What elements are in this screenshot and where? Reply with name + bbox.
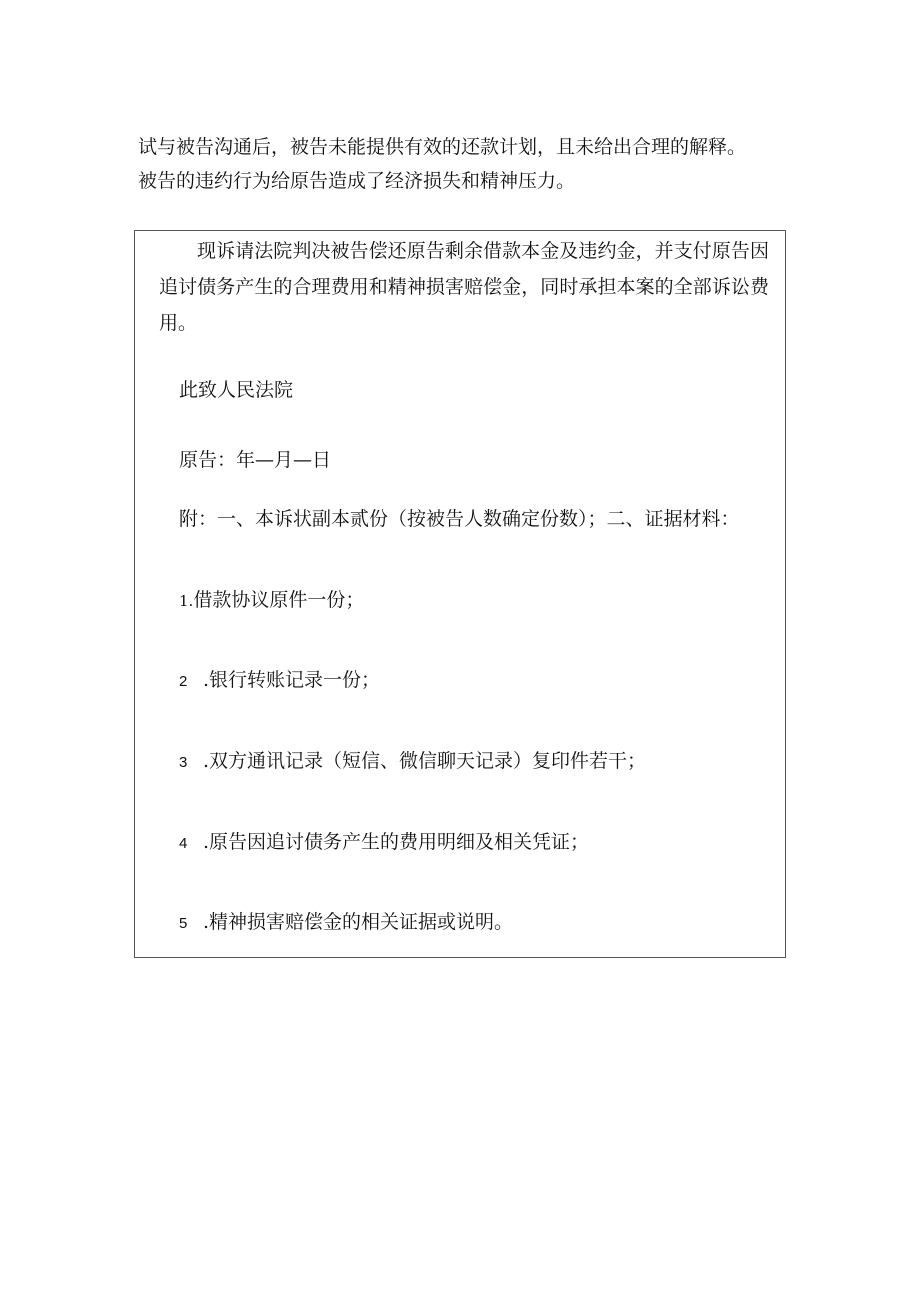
intro-paragraph <box>138 130 798 198</box>
plaintiff-date: 原告：年—月—日 <box>179 449 332 471</box>
evidence-item-text: 借款协议原件一份； <box>193 589 365 611</box>
intro-line-2: 被告的违约行为给原告造成了经济损失和精神压力。 <box>138 170 576 192</box>
evidence-item-number: 2 <box>179 673 188 690</box>
evidence-item-number: 4 <box>179 835 188 852</box>
attachments-heading: 附：一、本诉状副本贰份（按被告人数确定份数）；二、证据材料： <box>179 508 740 530</box>
petition-box <box>134 230 786 958</box>
addressee: 此致人民法院 <box>179 379 294 401</box>
evidence-item-1 <box>179 585 364 616</box>
intro-line-1: 试与被告沟通后，被告未能提供有效的还款计划，且未给出合理的解释。 <box>138 136 747 158</box>
evidence-item-text: .精神损害赔偿金的相关证据或说明。 <box>203 911 514 933</box>
petition-request: 现诉请法院判决被告偿还原告剩余借款本金及违约金，并支付原告因追讨债务产生的合理费用和精神损害赔偿金，同时承担本案的全部诉讼费用。 <box>159 240 769 334</box>
evidence-item-text: .双方通讯记录（短信、微信聊天记录）复印件若干； <box>203 750 647 772</box>
evidence-item-3 <box>179 746 646 778</box>
evidence-item-text: .银行转账记录一份； <box>203 669 381 691</box>
evidence-item-text: .原告因追讨债务产生的费用明细及相关凭证； <box>203 831 590 853</box>
evidence-item-number: 5 <box>179 915 188 932</box>
evidence-item-4 <box>179 827 589 859</box>
evidence-item-number: 1. <box>179 592 194 610</box>
evidence-item-5 <box>179 907 513 939</box>
evidence-item-number: 3 <box>179 754 188 771</box>
evidence-item-2 <box>179 665 380 697</box>
